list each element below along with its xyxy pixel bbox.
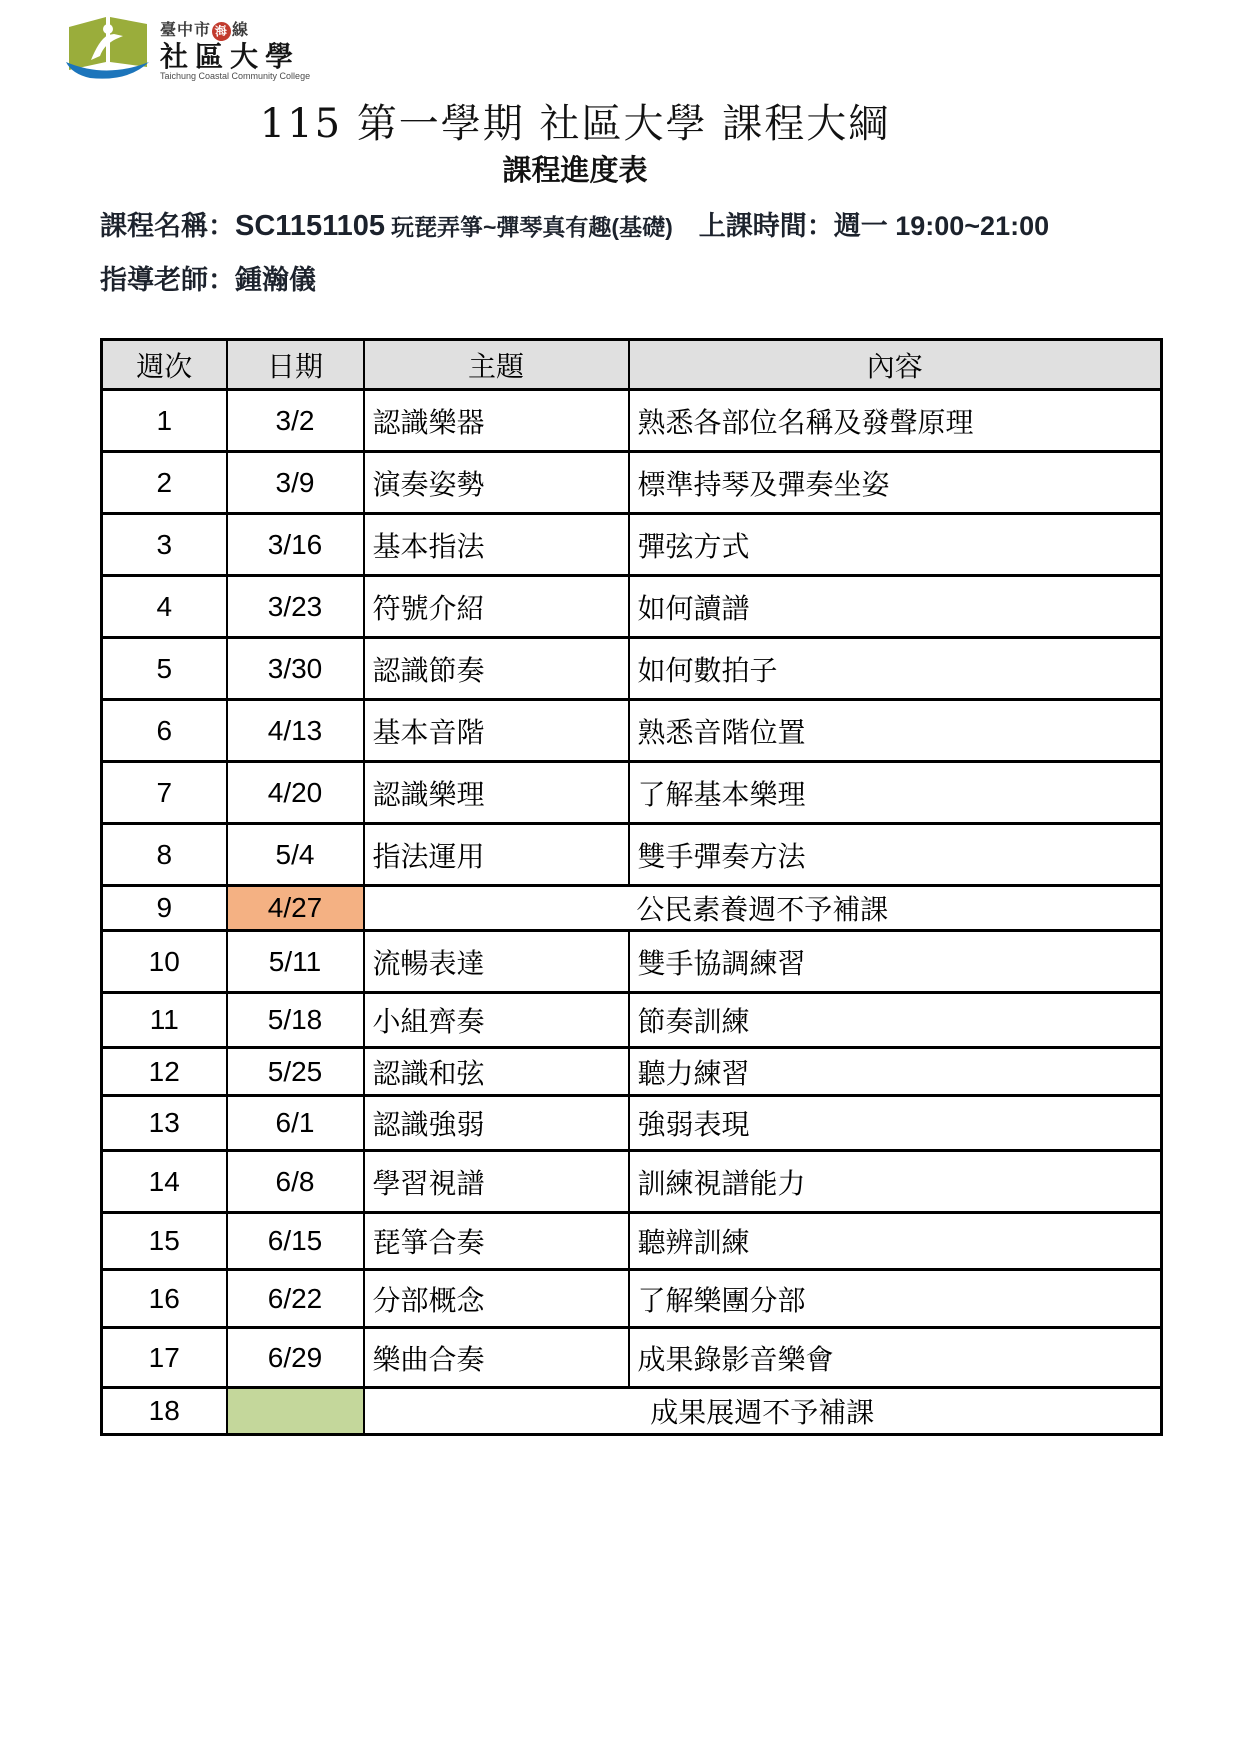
table-row xyxy=(102,762,1162,824)
content-cell: 雙手彈奏方法 xyxy=(629,824,1162,886)
topic-cell: 學習視譜 xyxy=(364,1151,629,1213)
schedule-table xyxy=(100,338,1163,1436)
table-row xyxy=(102,1096,1162,1151)
topic-cell: 指法運用 xyxy=(364,824,629,886)
table-row xyxy=(102,1151,1162,1213)
content-cell: 標準持琴及彈奏坐姿 xyxy=(629,452,1162,514)
content-cell: 熟悉音階位置 xyxy=(629,700,1162,762)
table-row xyxy=(102,1048,1162,1096)
week-cell: 13 xyxy=(102,1096,227,1151)
date-cell: 4/20 xyxy=(227,762,364,824)
content-cell: 熟悉各部位名稱及發聲原理 xyxy=(629,390,1162,452)
table-row xyxy=(102,700,1162,762)
content-cell: 了解樂團分部 xyxy=(629,1270,1162,1328)
date-cell: 3/9 xyxy=(227,452,364,514)
topic-cell: 認識強弱 xyxy=(364,1096,629,1151)
merged-note-cell: 成果展週不予補課 xyxy=(364,1388,1162,1435)
date-cell: 6/1 xyxy=(227,1096,364,1151)
week-cell: 12 xyxy=(102,1048,227,1096)
logo-org-name: 社區大學 xyxy=(160,40,301,73)
topic-cell: 琵箏合奏 xyxy=(364,1213,629,1270)
course-title: 玩琵弄箏~彈琴真有趣(基礎) xyxy=(390,214,673,240)
course-name-label: 課程名稱： xyxy=(100,211,235,241)
table-row xyxy=(102,452,1162,514)
header-date: 日期 xyxy=(227,340,364,390)
date-cell: 3/2 xyxy=(227,390,364,452)
logo-region-prefix: 臺中市 xyxy=(160,22,212,40)
topic-cell: 演奏姿勢 xyxy=(364,452,629,514)
week-cell: 1 xyxy=(102,390,227,452)
date-cell: 6/15 xyxy=(227,1213,364,1270)
table-row xyxy=(102,1388,1162,1435)
table-row xyxy=(102,514,1162,576)
topic-cell: 基本音階 xyxy=(364,700,629,762)
topic-cell: 認識和弦 xyxy=(364,1048,629,1096)
table-row xyxy=(102,931,1162,993)
table-row xyxy=(102,390,1162,452)
teacher-label: 指導老師： xyxy=(100,265,235,295)
course-info-line xyxy=(100,204,1160,243)
college-logo xyxy=(56,12,310,84)
table-row xyxy=(102,1270,1162,1328)
week-cell: 15 xyxy=(102,1213,227,1270)
date-cell: 6/29 xyxy=(227,1328,364,1388)
logo-region-suffix: 線 xyxy=(232,22,250,40)
content-cell: 強弱表現 xyxy=(629,1096,1162,1151)
teacher-info-line xyxy=(100,258,316,297)
page-subtitle: 課程進度表 xyxy=(502,155,648,187)
header-content: 內容 xyxy=(629,340,1162,390)
date-cell: 3/16 xyxy=(227,514,364,576)
logo-region-line xyxy=(160,22,310,41)
content-cell: 聽辨訓練 xyxy=(629,1213,1162,1270)
topic-cell: 小組齊奏 xyxy=(364,993,629,1048)
table-row xyxy=(102,576,1162,638)
page-title: 115 第一學期 社區大學 課程大綱 xyxy=(259,101,891,147)
table-row xyxy=(102,638,1162,700)
schedule-table-body xyxy=(102,390,1162,1435)
date-cell: 3/30 xyxy=(227,638,364,700)
week-cell: 4 xyxy=(102,576,227,638)
content-cell: 聽力練習 xyxy=(629,1048,1162,1096)
date-cell: 5/25 xyxy=(227,1048,364,1096)
content-cell: 如何讀譜 xyxy=(629,576,1162,638)
date-cell: 5/4 xyxy=(227,824,364,886)
content-cell: 如何數拍子 xyxy=(629,638,1162,700)
book-right-page xyxy=(110,17,147,67)
date-cell-highlight-orange: 4/27 xyxy=(227,886,364,931)
date-cell: 6/8 xyxy=(227,1151,364,1213)
table-row xyxy=(102,993,1162,1048)
date-cell-highlight-green xyxy=(227,1388,364,1435)
table-row xyxy=(102,886,1162,931)
content-cell: 成果錄影音樂會 xyxy=(629,1328,1162,1388)
header-topic: 主題 xyxy=(364,340,629,390)
content-cell: 訓練視譜能力 xyxy=(629,1151,1162,1213)
week-cell: 5 xyxy=(102,638,227,700)
week-cell: 3 xyxy=(102,514,227,576)
week-cell: 18 xyxy=(102,1388,227,1435)
course-code: SC1151105 xyxy=(235,210,385,242)
class-time-value: 週一 19:00~21:00 xyxy=(833,211,1050,241)
table-row xyxy=(102,1328,1162,1388)
week-cell: 17 xyxy=(102,1328,227,1388)
topic-cell: 流暢表達 xyxy=(364,931,629,993)
course-schedule-table xyxy=(100,338,1163,1436)
date-cell: 4/13 xyxy=(227,700,364,762)
topic-cell: 分部概念 xyxy=(364,1270,629,1328)
week-cell: 6 xyxy=(102,700,227,762)
content-cell: 節奏訓練 xyxy=(629,993,1162,1048)
content-cell: 雙手協調練習 xyxy=(629,931,1162,993)
logo-text xyxy=(160,22,310,82)
header-week: 週次 xyxy=(102,340,227,390)
week-cell: 16 xyxy=(102,1270,227,1328)
week-cell: 8 xyxy=(102,824,227,886)
week-cell: 10 xyxy=(102,931,227,993)
date-cell: 5/18 xyxy=(227,993,364,1048)
topic-cell: 認識樂理 xyxy=(364,762,629,824)
week-cell: 14 xyxy=(102,1151,227,1213)
content-cell: 了解基本樂理 xyxy=(629,762,1162,824)
date-cell: 3/23 xyxy=(227,576,364,638)
content-cell: 彈弦方式 xyxy=(629,514,1162,576)
topic-cell: 認識樂器 xyxy=(364,390,629,452)
teacher-name: 鍾瀚儀 xyxy=(235,265,316,295)
table-row xyxy=(102,824,1162,886)
topic-cell: 符號介紹 xyxy=(364,576,629,638)
merged-note-cell: 公民素養週不予補課 xyxy=(364,886,1162,931)
week-cell: 9 xyxy=(102,886,227,931)
week-cell: 7 xyxy=(102,762,227,824)
topic-cell: 認識節奏 xyxy=(364,638,629,700)
topic-cell: 樂曲合奏 xyxy=(364,1328,629,1388)
week-cell: 11 xyxy=(102,993,227,1048)
class-time-label: 上課時間： xyxy=(698,211,834,241)
figure-head xyxy=(103,24,113,34)
logo-book-icon xyxy=(56,12,156,84)
sea-seal-icon: 海 xyxy=(211,21,232,42)
table-row xyxy=(102,1213,1162,1270)
date-cell: 6/22 xyxy=(227,1270,364,1328)
date-cell: 5/11 xyxy=(227,931,364,993)
table-header-row xyxy=(102,340,1162,390)
topic-cell: 基本指法 xyxy=(364,514,629,576)
week-cell: 2 xyxy=(102,452,227,514)
logo-org-name-en: Taichung Coastal Community College xyxy=(160,71,311,82)
